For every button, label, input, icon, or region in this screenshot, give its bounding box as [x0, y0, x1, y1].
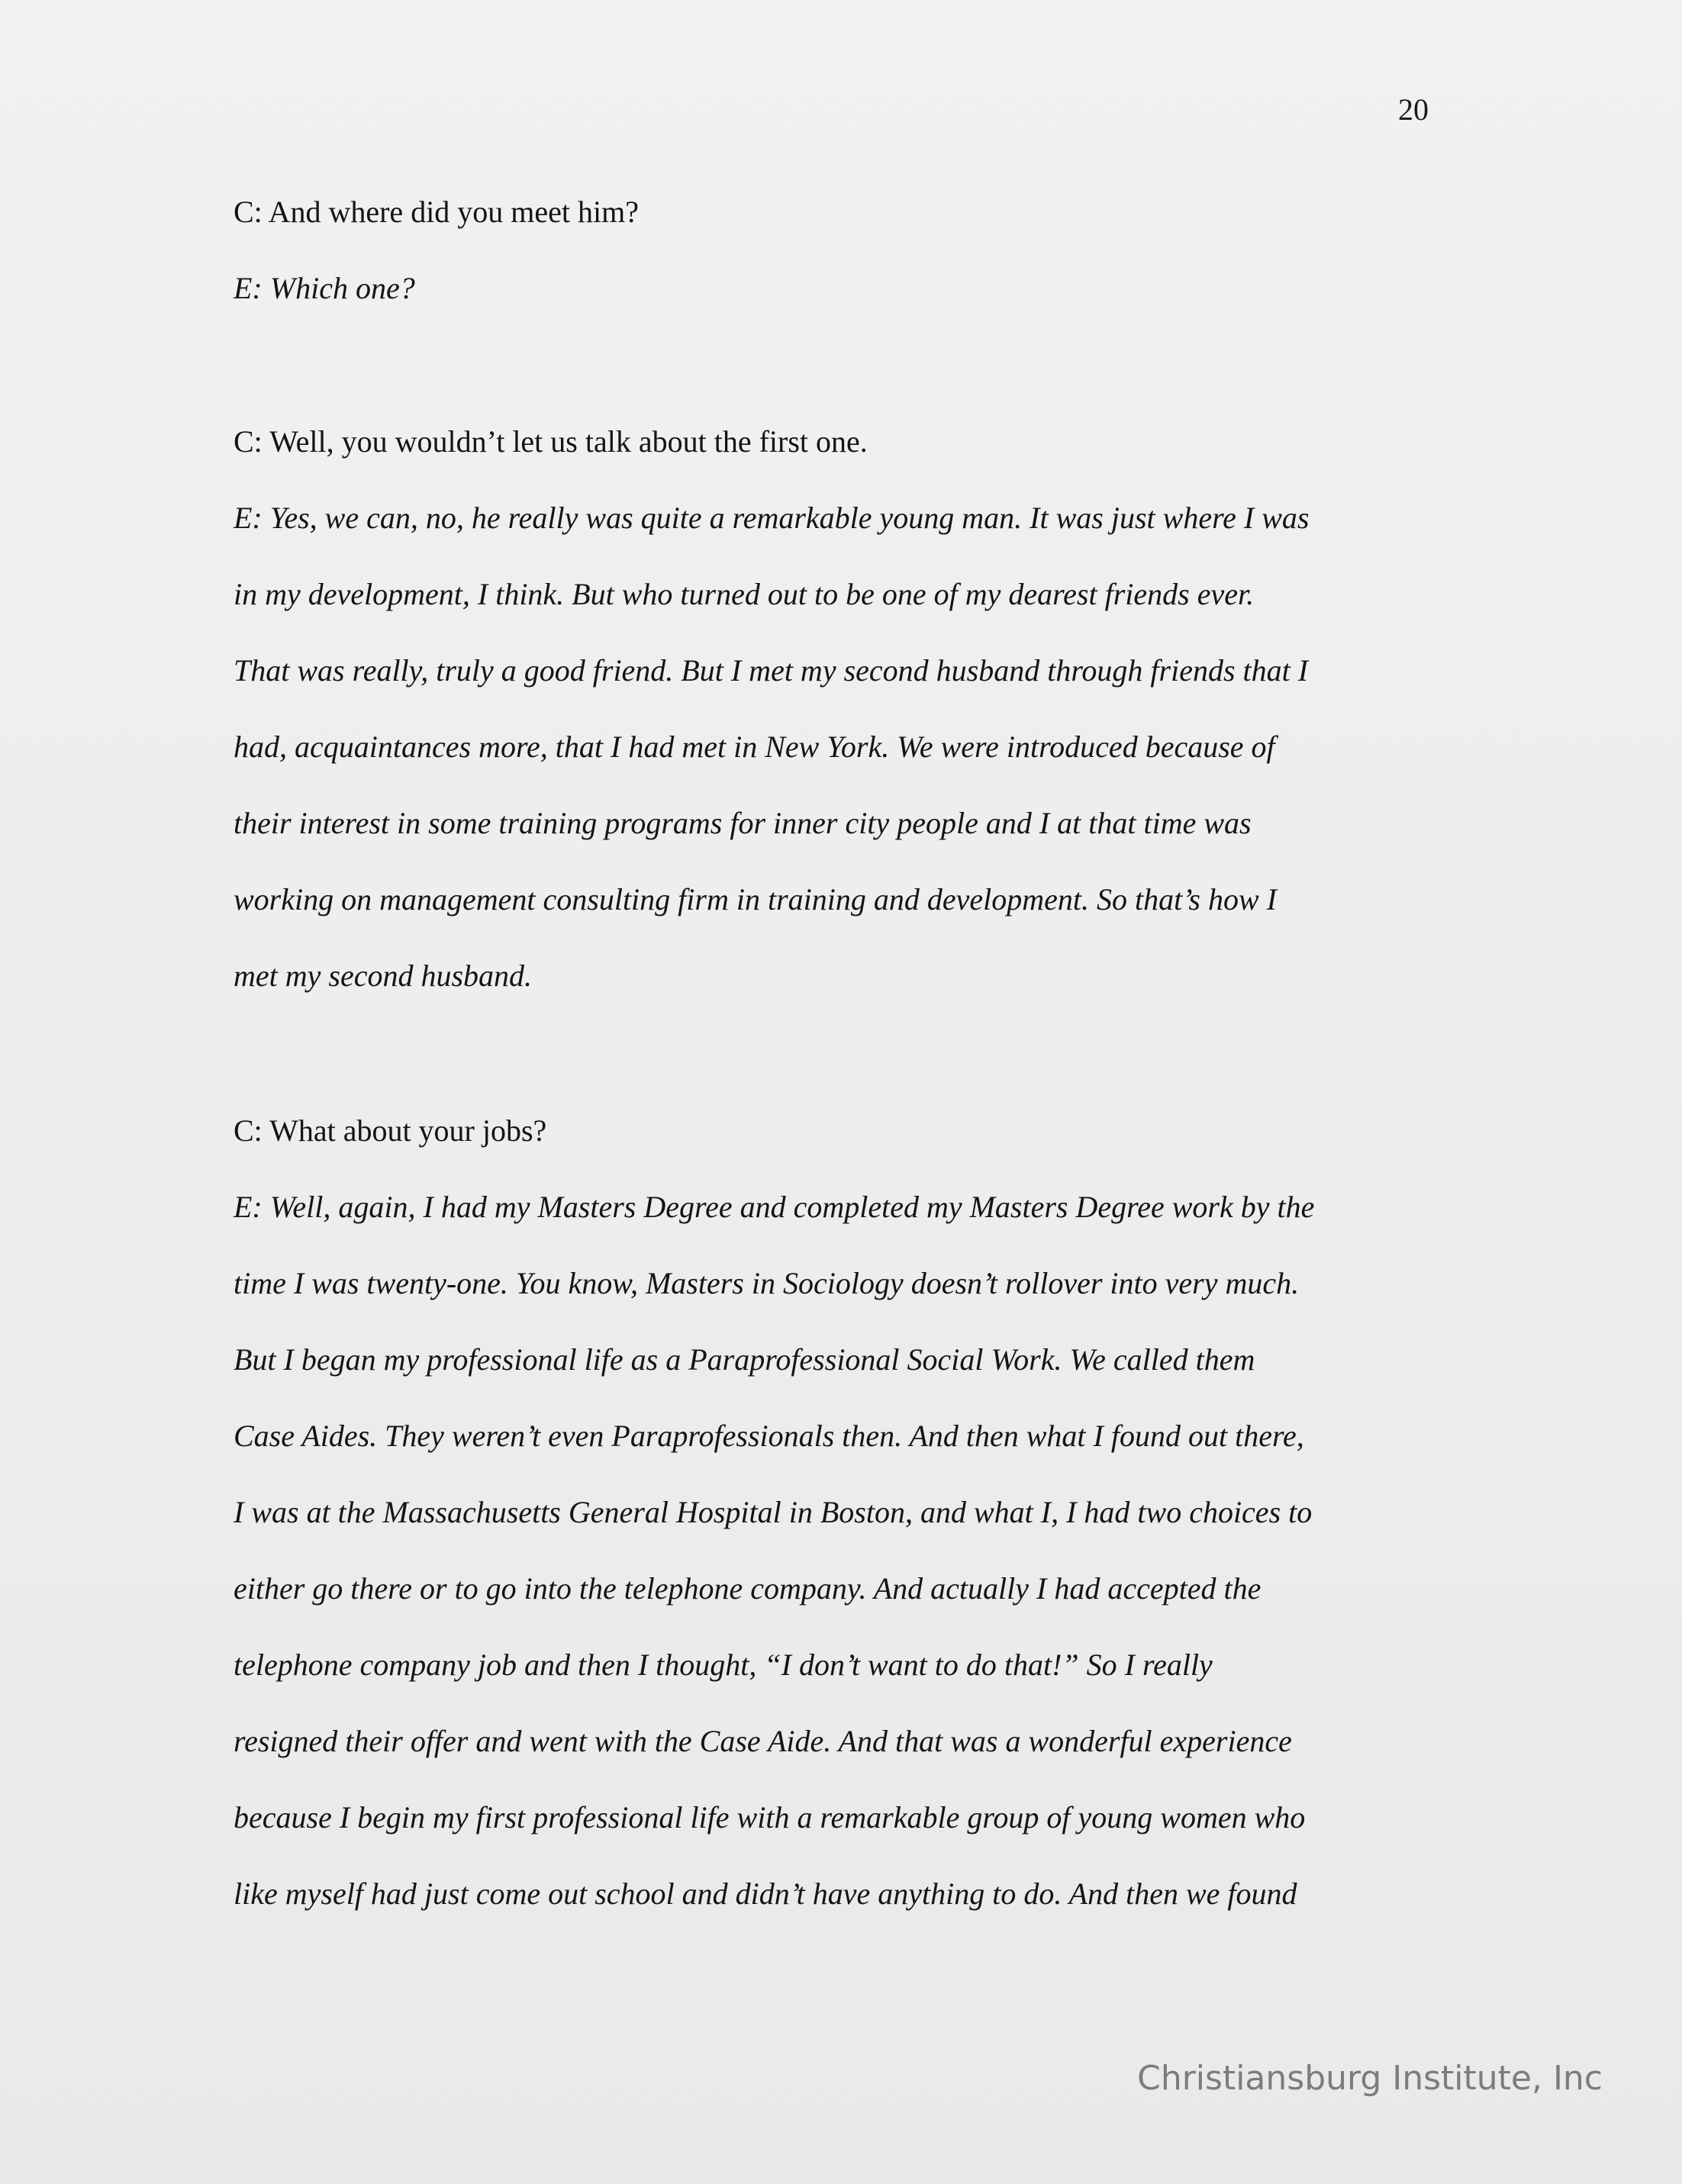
transcript-line: either go there or to go into the telephone company. And actually I had accepted the	[234, 1571, 1262, 1606]
transcript-line: their interest in some training programs for inner city people and I at that time was	[234, 806, 1252, 840]
transcript-line: met my second husband.	[234, 958, 533, 993]
transcript-line: in my development, I think. But who turned out to be one of my dearest friends ever.	[234, 577, 1255, 611]
transcript-line: C: Well, you wouldn’t let us talk about the first one.	[234, 424, 868, 459]
transcript-line: C: What about your jobs?	[234, 1113, 547, 1148]
transcript-line: E: Yes, we can, no, he really was quite a remarkable young man. It was just where I was	[234, 501, 1310, 535]
transcript-line: because I begin my first professional life with a remarkable group of young women who	[234, 1800, 1306, 1834]
transcript-line: E: Which one?	[234, 271, 415, 305]
transcript-line: I was at the Massachusetts General Hospital in Boston, and what I, I had two choices to	[234, 1495, 1313, 1529]
transcript-line: E: Well, again, I had my Masters Degree and completed my Masters Degree work by the	[234, 1190, 1315, 1224]
page-number: 20	[1398, 92, 1429, 127]
transcript-line: had, acquaintances more, that I had met in New York. We were introduced because of	[234, 730, 1275, 764]
transcript-line: like myself had just come out school and didn’t have anything to do. And then we found	[234, 1876, 1297, 1911]
transcript-line: C: And where did you meet him?	[234, 195, 640, 229]
transcript-line: telephone company job and then I thought, “I don’t want to do that!” So I really	[234, 1648, 1213, 1682]
transcript-line: working on management consulting firm in training and development. So that’s how I	[234, 882, 1277, 916]
watermark: Christiansburg Institute, Inc	[1137, 2059, 1603, 2098]
transcript-line: Case Aides. They weren’t even Paraprofessionals then. And then what I found out there,	[234, 1419, 1304, 1453]
transcript-line: resigned their offer and went with the Case Aide. And that was a wonderful experience	[234, 1724, 1292, 1758]
transcript-line: time I was twenty-one. You know, Masters in Sociology doesn’t rollover into very much.	[234, 1266, 1300, 1300]
transcript-line: But I began my professional life as a Paraprofessional Social Work. We called them	[234, 1342, 1255, 1377]
transcript-line: That was really, truly a good friend. But I met my second husband through friends that I	[234, 653, 1309, 688]
